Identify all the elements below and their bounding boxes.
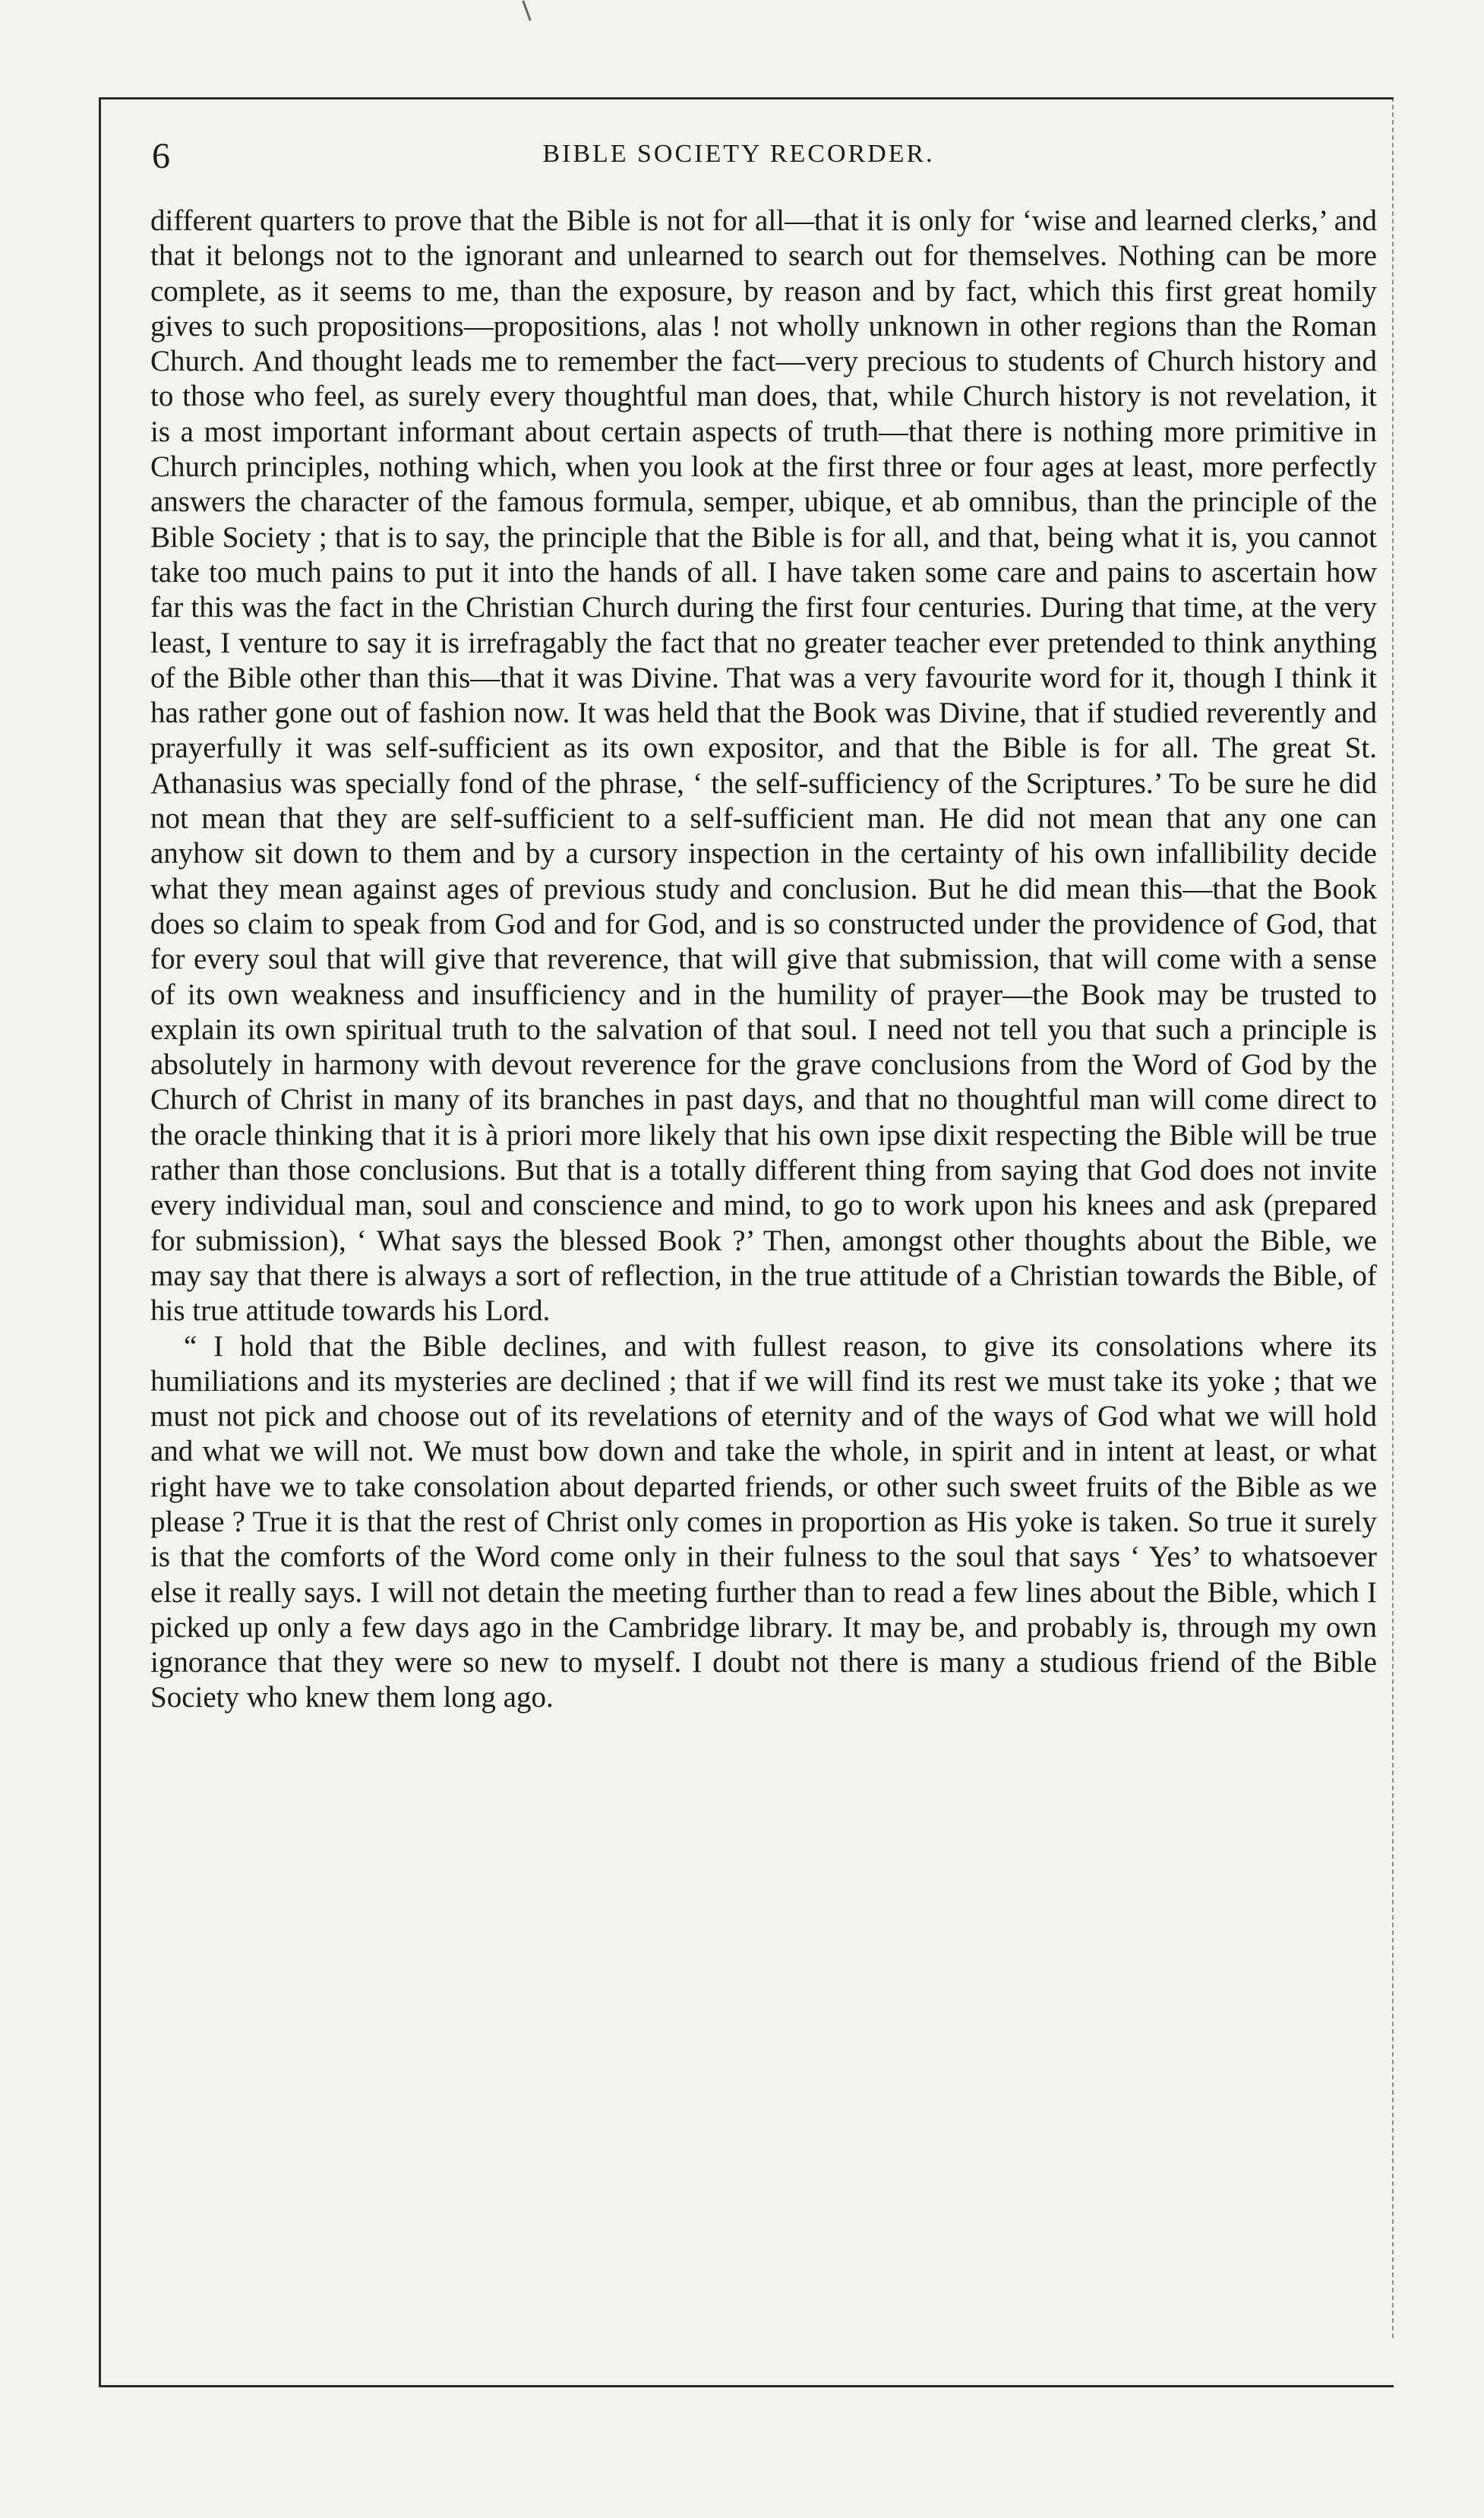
top-margin-mark	[522, 0, 531, 21]
paragraph-2: “ I hold that the Bible declines, and with fullest reason, to give its consolations where its humiliations and its mysteries are declined ; that if we will find its rest we must take its yoke ; that we must not pick and choose out of its revelations of eternity and of the ways of God what we will hold and what we will not. We must bow down and take the whole, in spirit and in intent at least, or what right have we to take consolation about departed friends, or other such sweet fruits of the Bible as we please ? True it is that the rest of Christ only comes in proportion as His yoke is taken. So true it surely is that the comforts of the Word come only in their fulness to the soul that says ‘ Yes’ to whatsoever else it really says. I will not detain the meeting further than to read a few lines about the Bible, which I picked up only a few days ago in the Cambridge library. It may be, and probably is, through my own ignorance that they were so new to myself. I doubt not there is many a studious friend of the Bible Society who knew them long ago.	[150, 1329, 1377, 1714]
bottom-rule	[99, 2385, 1394, 2387]
paragraph-1: different quarters to prove that the Bible is not for all—that it is only for ‘wise and learned clerks,’ and that it belongs not to the ignorant and unlearned to search out for themselves. Nothing can be more complete, as it seems to me, than the exposure, by reason and by fact, which this first great homily gives to such propositions—propositions, alas ! not wholly unknown in other regions than the Roman Church. And thought leads me to remember the fact—very precious to students of Church history and to those who feel, as surely every thoughtful man does, that, while Church history is not revelation, it is a most important informant about certain aspects of truth—that there is nothing more primitive in Church principles, nothing which, when you look at the first three or four ages at least, more perfectly answers the character of the famous formula, semper, ubique, et ab omnibus, than the principle of the Bible Society ; that is to say, the principle that the Bible is for all, and that, being what it is, you cannot take too much pains to put it into the hands of all. I have taken some care and pains to ascertain how far this was the fact in the Christian Church during the first four centuries. During that time, at the very least, I venture to say it is irrefragably the fact that no greater teacher ever pretended to think anything of the Bible other than this—that it was Divine. That was a very favourite word for it, though I think it has rather gone out of fashion now. It was held that the Book was Divine, that if studied reverently and prayerfully it was self-sufficient as its own expositor, and that the Bible is for all. The great St. Athanasius was specially fond of the phrase, ‘ the self-sufficiency of the Scriptures.’ To be sure he did not mean that they are self-sufficient to a self-sufficient man. He did not mean that any one can anyhow sit down to them and by a cursory inspection in the certainty of his own infallibility decide what they mean against ages of previous study and conclusion. But he did mean this—that the Book does so claim to speak from God and for God, and is so constructed under the providence of God, that for every soul that will give that reverence, that will give that submission, that will come with a sense of its own weakness and insufficiency and in the humility of prayer—the Book may be trusted to explain its own spiritual truth to the salvation of that soul. I need not tell you that such a principle is absolutely in harmony with devout reverence for the grave conclusions from the Word of God by the Church of Christ in many of its branches in past days, and that no thoughtful man will come direct to the oracle thinking that it is à priori more likely that his own ipse dixit respecting the Bible will be true rather than those conclusions. But that is a totally different thing from saying that God does not invite every individual man, soul and conscience and mind, to go to work upon his knees and ask (prepared for submission), ‘ What says the blessed Book ?’ Then, amongst other thoughts about the Bible, we may say that there is always a sort of reflection, in the true attitude of a Christian towards the Bible, of his true attitude towards his Lord.	[150, 204, 1377, 1328]
page-number: 6	[152, 136, 171, 176]
right-rule	[1392, 97, 1394, 2338]
body-text	[150, 204, 1377, 1716]
page-frame	[99, 97, 1394, 2387]
running-head: BIBLE SOCIETY RECORDER.	[542, 140, 935, 168]
left-rule	[99, 97, 101, 2387]
top-rule	[99, 97, 1394, 100]
page-header	[152, 135, 1325, 188]
